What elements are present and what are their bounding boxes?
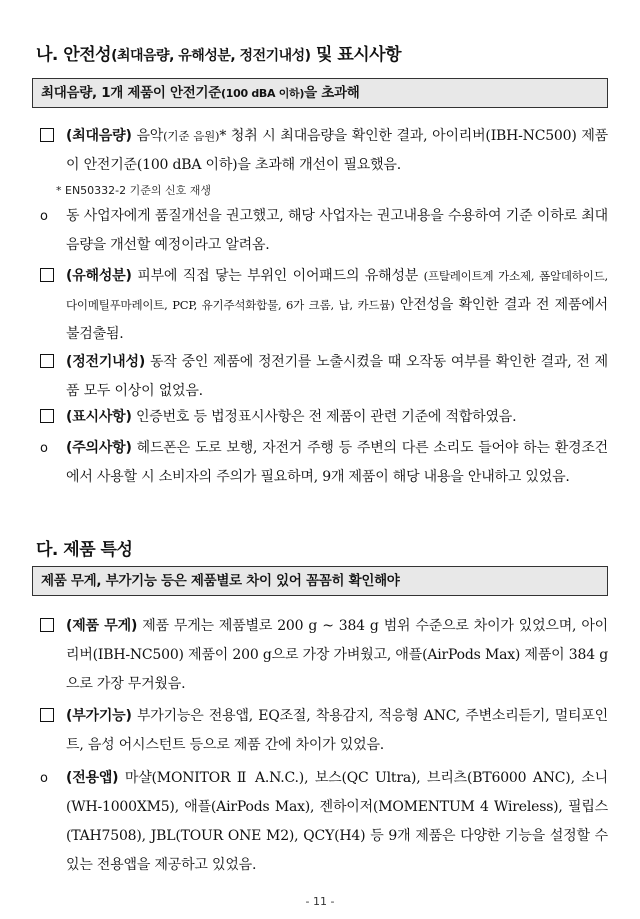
summary-box-safety: [32, 78, 608, 108]
footnote: * EN50332-2 기준의 신호 재생: [56, 184, 212, 197]
checkbox-square-icon: [40, 122, 62, 151]
item-text: 동 사업자에게 품질개선을 권고했고, 해당 사업자는 권고내용을 수용하여 기준 이하로 최대음량을 개선할 예정이라고 알려옴.: [66, 208, 608, 253]
section-heading-safety: [36, 40, 401, 65]
item-title: (전용앱): [66, 770, 119, 786]
item-title: (최대음량): [66, 128, 132, 144]
checkbox-square-icon: [40, 262, 62, 291]
list-item-extra-functions: [40, 702, 608, 760]
list-item-harmful: [40, 262, 608, 349]
list-item-improvement: [40, 202, 608, 260]
checkbox-square-icon: [40, 612, 62, 641]
circle-bullet-icon: o: [40, 209, 48, 224]
summary-text-tail: 을 초과해: [304, 85, 360, 101]
item-text: 헤드폰은 도로 보행, 자전거 주행 등 주변의 다른 소리도 들어야 하는 환경조건에서 사용할 시 소비자의 주의가 필요하며, 9개 제품이 해당 내용을 안내하고 있었음.: [66, 440, 608, 485]
checkbox-square-icon: [40, 702, 62, 731]
list-item-dedicated-app: [40, 764, 608, 880]
summary-box-features: 제품 무게, 부가기능 등은 제품별로 차이 있어 꼼꼼히 확인해야: [32, 566, 608, 596]
checkbox-square-icon: [40, 348, 62, 377]
list-item-weight: [40, 612, 608, 699]
heading-tail: 및 표시사항: [310, 45, 402, 65]
item-title: (제품 무게): [66, 618, 138, 634]
page-number: - 11 -: [305, 895, 335, 908]
list-item-static: [40, 348, 608, 406]
section-heading-features: 다. 제품 특성: [36, 540, 133, 560]
item-title: (정전기내성): [66, 354, 146, 370]
item-text: 동작 중인 제품에 정전기를 노출시켰을 때 오작동 여부를 확인한 결과, 전 제품 모두 이상이 없었음.: [66, 354, 608, 399]
item-text: 마샬(MONITOR Ⅱ A.N.C.), 보스(QC Ultra), 브리츠(BT6000 ANC), 소니(WH-1000XM5), 애플(AirPods Max), 젠하이저(MOMENTUM 4 Wireless), 필립스(TAH7508), JBL(TOUR ONE M2), QCY(H4) 등 9개 제품은 다양한 기능을 설정할 수 있는 전용앱을 제공하고 있었음.: [66, 770, 608, 873]
summary-small: (100 dBA 이하): [221, 87, 305, 100]
summary-text: 최대음량, 1개 제품이 안전기준: [41, 85, 222, 101]
item-text: 인증번호 등 법정표시사항은 전 제품이 관련 기준에 적합하였음.: [131, 409, 517, 425]
checkbox-square-icon: [40, 403, 62, 432]
item-text: 부가기능은 전용앱, EQ조절, 착용감지, 적응형 ANC, 주변소리듣기, 멀티포인트, 음성 어시스턴트 등으로 제품 간에 차이가 있었음.: [66, 708, 608, 753]
heading-sub: (최대음량, 유해성분, 정전기내성): [111, 48, 311, 64]
item-text-tail: 안전성을 확인한 결과 전 제품에서 불검출됨.: [66, 297, 608, 342]
item-title: (표시사항): [66, 409, 132, 425]
list-item-labeling: [40, 403, 608, 432]
item-text: 음악: [131, 128, 164, 144]
list-item-caution: [40, 434, 608, 492]
item-text: 피부에 직접 닿는 부위인 이어패드의 유해성분: [131, 268, 424, 284]
item-title: (주의사항): [66, 440, 132, 456]
item-title: (유해성분): [66, 268, 132, 284]
item-text-small: (기준 음원): [163, 129, 220, 143]
circle-bullet-icon: o: [40, 771, 48, 786]
circle-bullet-icon: o: [40, 441, 48, 456]
list-item-max-volume: [40, 122, 608, 180]
item-text-tail: * 청취 시 최대음량을 확인한 결과, 아이리버(IBH-NC500) 제품이 안전기준(100 dBA 이하)을 초과해 개선이 필요했음.: [66, 128, 609, 173]
item-title: (부가기능): [66, 708, 132, 724]
item-text: 제품 무게는 제품별로 200 g ~ 384 g 범위 수준으로 차이가 있었으며, 아이리버(IBH-NC500) 제품이 200 g으로 가장 가벼웠고, 애플(AirPods Max) 제품이 384 g으로 가장 무거웠음.: [66, 618, 608, 692]
heading-text: 나. 안전성: [36, 45, 112, 65]
item-text-small: (프탈레이트계 가소제, 폼알데하이드, 다이메틸푸마레이트, PCP, 유기주석화합물, 6가 크롬, 납, 카드뮴): [66, 269, 608, 312]
